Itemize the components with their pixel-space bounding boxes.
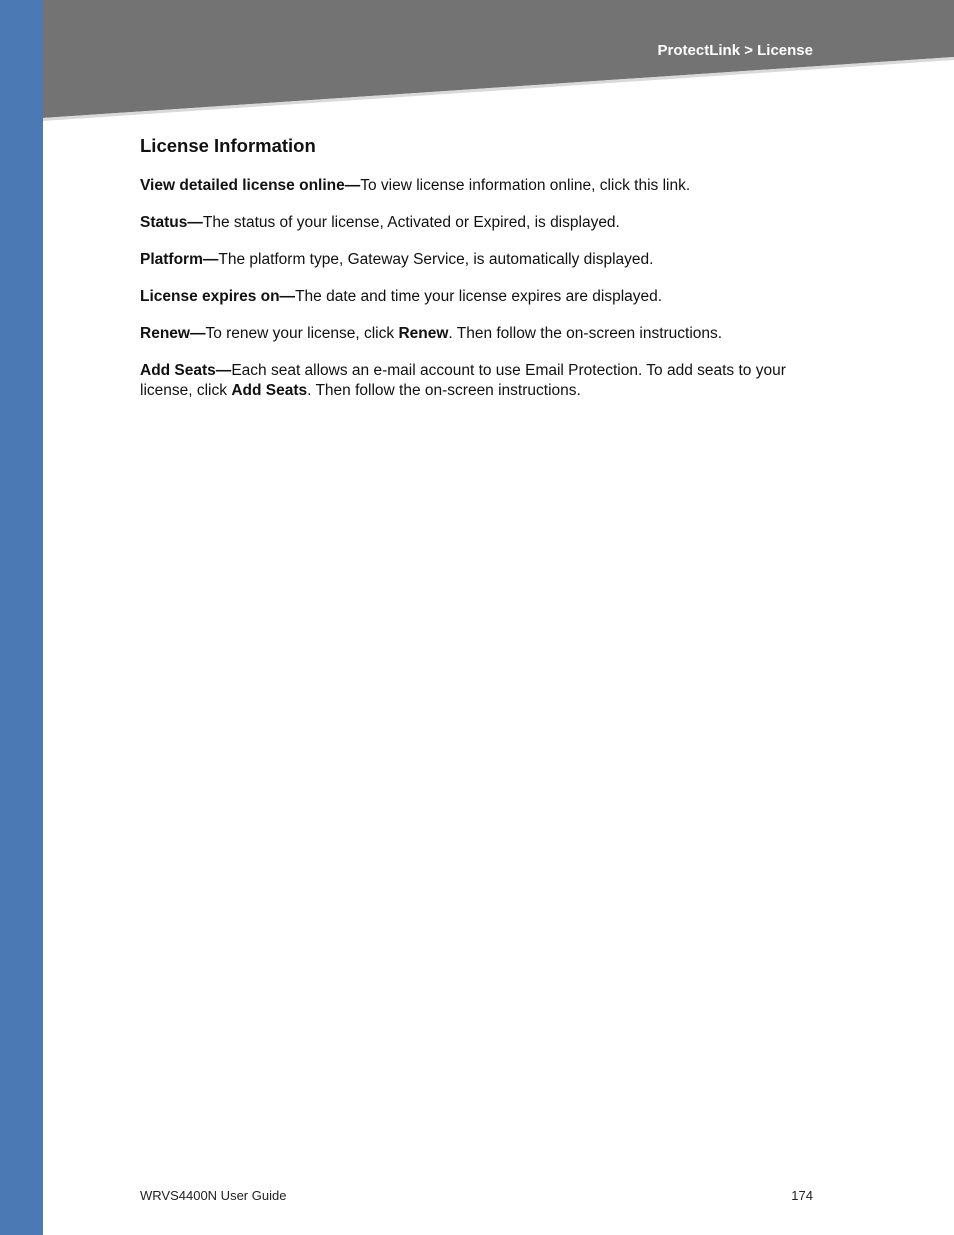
entry-status: [140, 213, 820, 233]
entry-term: Add Seats—: [140, 362, 232, 379]
entry-inline-bold: Renew: [398, 325, 449, 342]
entry-view-license-online: [140, 176, 820, 196]
entry-inline-bold: Add Seats: [231, 382, 308, 399]
entry-text: The date and time your license expires are displayed.: [295, 288, 663, 305]
entry-text: The platform type, Gateway Service, is automatically displayed.: [218, 251, 654, 268]
entry-text: To view license information online, click this link.: [360, 177, 691, 194]
footer-page-number: 174: [791, 1188, 813, 1203]
section-title: License Information: [140, 135, 316, 156]
entry-term: Platform—: [140, 251, 219, 268]
entry-platform: [140, 250, 820, 270]
footer-guide-title: WRVS4400N User Guide: [140, 1188, 287, 1203]
main-content: [140, 134, 820, 418]
breadcrumb: ProtectLink > License: [657, 42, 813, 59]
sidebar-stripe: [0, 0, 43, 1235]
entry-text: The status of your license, Activated or Expired, is displayed.: [202, 214, 620, 231]
entry-text: Each seat allows an e-mail account to use Email Protection. To add seats to your license, click: [140, 362, 786, 399]
entry-term: Status—: [140, 214, 203, 231]
header-band-shape: [43, 0, 954, 125]
header-band: [43, 0, 954, 125]
entry-text: . Then follow the on-screen instructions.: [448, 325, 723, 342]
entry-term: Renew—: [140, 325, 206, 342]
entry-text: . Then follow the on-screen instructions.: [307, 382, 581, 399]
entry-renew: [140, 324, 820, 344]
entry-license-expires: [140, 287, 820, 307]
entry-text: To renew your license, click: [205, 325, 399, 342]
entry-term: License expires on—: [140, 288, 296, 305]
entry-add-seats: [140, 361, 820, 401]
entry-term: View detailed license online—: [140, 177, 361, 194]
